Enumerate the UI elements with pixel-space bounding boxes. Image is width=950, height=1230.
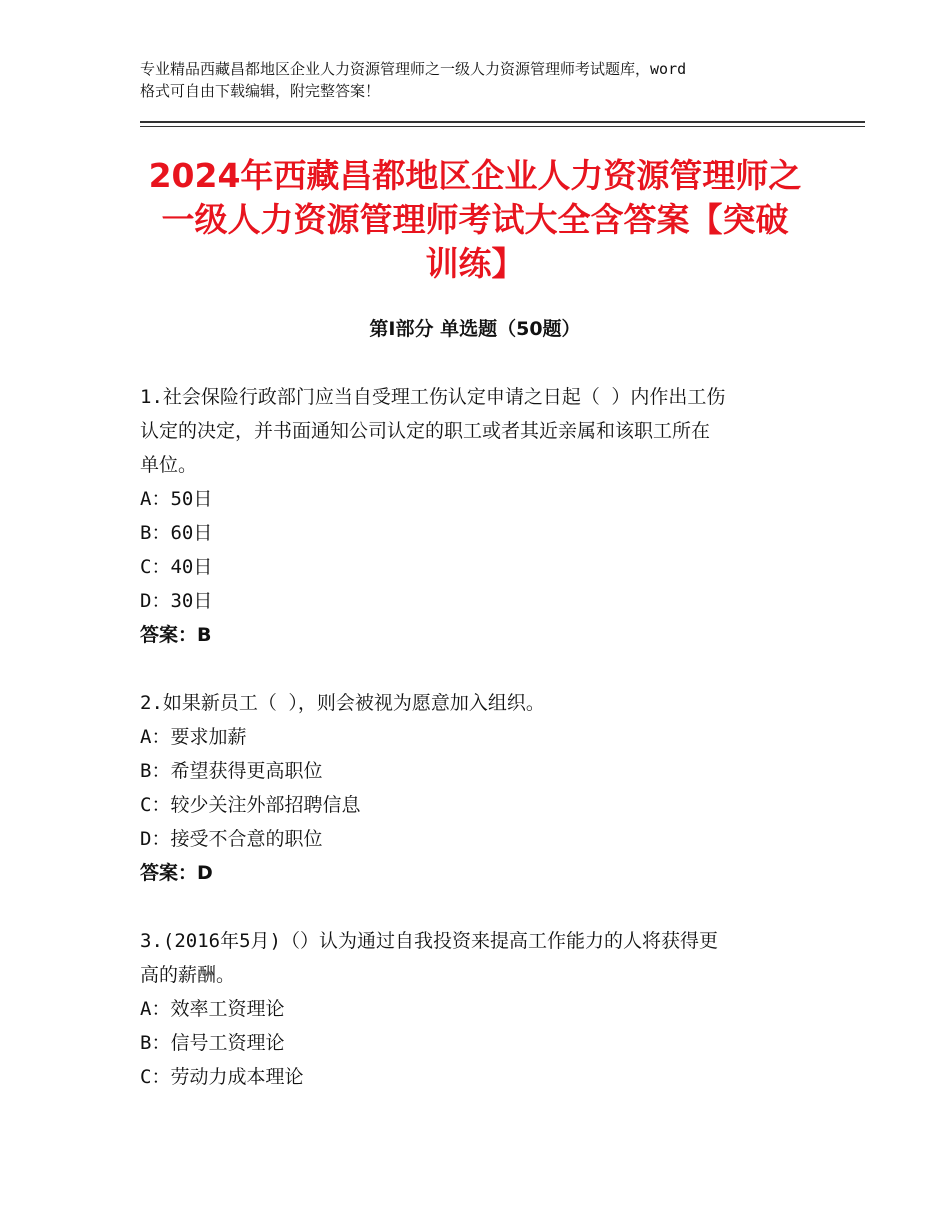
question-1-text-line-3: 单位。 xyxy=(140,454,198,476)
title-line-3: 训练】 xyxy=(425,244,525,283)
question-3-text-line-2: 高的薪酬。 xyxy=(140,964,236,986)
question-spacer xyxy=(140,890,820,924)
question-2-option-b: B：希望获得更高职位 xyxy=(140,760,323,782)
question-2-answer: 答案：D xyxy=(140,862,213,884)
question-2-option-a: A：要求加薪 xyxy=(140,726,247,748)
question-spacer xyxy=(140,652,820,686)
question-list xyxy=(140,380,820,1094)
question-2-text-line-1: 2.如果新员工（ ），则会被视为愿意加入组织。 xyxy=(140,692,545,714)
header-note-line-1: 专业精品西藏昌都地区企业人力资源管理师之一级人力资源管理师考试题库，word xyxy=(140,60,687,78)
header-note-line-2: 格式可自由下载编辑，附完整答案！ xyxy=(140,82,381,100)
question-3 xyxy=(140,924,820,1094)
question-1-option-a: A：50日 xyxy=(140,488,213,510)
question-1-text-line-1: 1.社会保险行政部门应当自受理工伤认定申请之日起（ ）内作出工伤 xyxy=(140,386,726,408)
question-1-option-d: D：30日 xyxy=(140,590,213,612)
title-line-1: 2024年西藏昌都地区企业人力资源管理师之 xyxy=(148,156,802,195)
document-header-note xyxy=(140,58,830,102)
question-3-option-a: A：效率工资理论 xyxy=(140,998,285,1020)
header-divider-thick xyxy=(140,121,865,123)
header-divider-thin xyxy=(140,126,865,127)
question-2-option-c: C：较少关注外部招聘信息 xyxy=(140,794,361,816)
question-1-option-c: C：40日 xyxy=(140,556,213,578)
question-1-text-line-2: 认定的决定，并书面通知公司认定的职工或者其近亲属和该职工所在 xyxy=(140,420,711,442)
document-title xyxy=(110,154,840,286)
question-3-text-line-1: 3.(2016年5月)（）认为通过自我投资来提高工作能力的人将获得更 xyxy=(140,930,718,952)
question-3-option-b: B：信号工资理论 xyxy=(140,1032,285,1054)
title-line-2: 一级人力资源管理师考试大全含答案【突破 xyxy=(161,200,789,239)
question-1 xyxy=(140,380,820,652)
question-1-answer: 答案：B xyxy=(140,624,212,646)
question-2 xyxy=(140,686,820,890)
question-1-option-b: B：60日 xyxy=(140,522,213,544)
question-2-option-d: D：接受不合意的职位 xyxy=(140,828,323,850)
section-heading: 第Ⅰ部分 单选题（50题） xyxy=(369,318,581,340)
question-3-option-c: C：劳动力成本理论 xyxy=(140,1066,304,1088)
